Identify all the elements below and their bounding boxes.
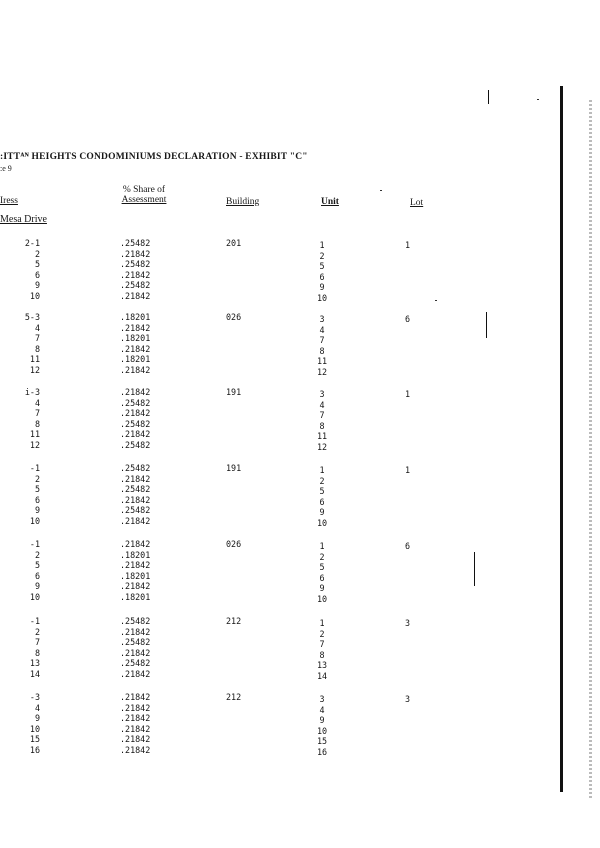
unit-column-value: 5 [319, 261, 325, 271]
address-column-value: 13 [29, 658, 40, 668]
assessment-share-column-value: .21842 [120, 290, 151, 301]
assessment-share-column-value: .18201 [120, 570, 151, 581]
unit-column-value: 7 [319, 335, 325, 345]
address-column-value: 10 [29, 290, 40, 301]
address-column [0, 238, 40, 301]
building-number: 026 [226, 312, 242, 322]
address-column-value: 2 [34, 473, 40, 484]
address-column-value: 10 [29, 591, 40, 602]
address-column-value: 5 [34, 560, 40, 570]
scan-edge-dots [589, 100, 592, 800]
address-column-value: 6 [34, 570, 40, 581]
lot-number: 1 [405, 240, 411, 250]
assessment-share-column-value: .21842 [120, 581, 151, 591]
unit-column-value: 2 [319, 475, 325, 486]
lot-number: 3 [405, 618, 411, 628]
scan-speck [435, 300, 437, 301]
address-column-value: 2 [34, 248, 40, 259]
assessment-share-column-value: .21842 [120, 322, 151, 333]
unit-column-value: 2 [319, 250, 325, 261]
building-number: 212 [226, 616, 242, 626]
assessment-share-column-value: .25482 [120, 238, 151, 248]
unit-column-value: 7 [319, 639, 325, 649]
unit-column-value: 9 [319, 507, 325, 517]
assessment-share-column [120, 387, 150, 450]
address-column-value: 8 [34, 647, 40, 658]
unit-column-value: 8 [319, 345, 325, 356]
assessment-share-column-value: .25482 [120, 418, 151, 429]
building-number: 212 [226, 692, 242, 702]
unit-column-value: 10 [316, 725, 328, 736]
address-column [0, 692, 40, 755]
building-number: 191 [226, 463, 242, 473]
assessment-share-column-value: .25482 [120, 637, 151, 647]
address-column-value: 10 [29, 723, 40, 734]
address-column-value: -3 [29, 692, 40, 702]
assessment-share-column-value: .21842 [120, 387, 151, 397]
address-column-value: 9 [34, 581, 40, 591]
unit-column-value: 6 [319, 496, 325, 507]
address-column-value: 9 [34, 713, 40, 723]
address-column [0, 312, 40, 375]
scan-speck [380, 190, 382, 191]
unit-column-value: 5 [319, 486, 325, 496]
unit-column [300, 389, 344, 452]
assessment-share-column [120, 616, 150, 679]
unit-column-value: 15 [316, 736, 328, 746]
building-number: 191 [226, 387, 242, 397]
address-column-value: 7 [34, 333, 40, 343]
unit-column-value: 3 [319, 314, 325, 324]
unit-column-value: 2 [319, 628, 325, 639]
address-column-value: 9 [34, 505, 40, 515]
assessment-share-column-value: .25482 [120, 259, 151, 269]
unit-column-value: 10 [316, 593, 328, 604]
assessment-share-column-value: .21842 [120, 692, 151, 702]
assessment-share-column-value: .21842 [120, 713, 151, 723]
address-column [0, 616, 40, 679]
unit-column [300, 240, 344, 303]
unit-column-value: 7 [319, 410, 325, 420]
address-column-value: 6 [34, 494, 40, 505]
building-number: 026 [226, 539, 242, 549]
unit-column-value: 13 [316, 660, 328, 670]
unit-column-value: 1 [319, 240, 325, 250]
assessment-share-column-value: .21842 [120, 560, 151, 570]
assessment-share-column-value: .25482 [120, 505, 151, 515]
address-column-value: 2 [34, 549, 40, 560]
address-column [0, 539, 40, 602]
assessment-share-column-value: .21842 [120, 647, 151, 658]
assessment-share-column-value: .25482 [120, 280, 151, 290]
assessment-share-column-value: .18201 [120, 333, 151, 343]
assessment-share-column-value: .21842 [120, 626, 151, 637]
address-column-value: 8 [34, 418, 40, 429]
address-column-value: 7 [34, 637, 40, 647]
address-column-value: i-3 [24, 387, 40, 397]
address-column-value: 7 [34, 408, 40, 418]
assessment-share-column-value: .21842 [120, 539, 151, 549]
address-column-value: 16 [29, 744, 40, 755]
assessment-share-column-value: .25482 [120, 616, 151, 626]
assessment-share-column-value: .25482 [120, 439, 151, 450]
assessment-share-column-value: .21842 [120, 702, 151, 713]
assessment-share-column-value: .21842 [120, 364, 151, 375]
lot-number: 6 [405, 541, 411, 551]
unit-column-value: 4 [319, 399, 325, 410]
unit-column-value: 4 [319, 324, 325, 335]
assessment-share-column-value: .25482 [120, 658, 151, 668]
assessment-share-column-value: .21842 [120, 343, 151, 354]
assessment-share-column-value: .18201 [120, 354, 151, 364]
lot-number: 1 [405, 389, 411, 399]
address-column [0, 387, 40, 450]
unit-column [300, 314, 344, 377]
address-column-value: -1 [29, 616, 40, 626]
assessment-share-column-value: .25482 [120, 397, 151, 408]
address-column-value: 8 [34, 343, 40, 354]
street-name: Mesa Drive [0, 214, 47, 225]
assessment-share-column-value: .21842 [120, 429, 151, 439]
assessment-share-column-value: .21842 [120, 269, 151, 280]
unit-column-value: 11 [316, 356, 328, 366]
assessment-share-column-value: .25482 [120, 463, 151, 473]
assessment-share-column [120, 539, 150, 602]
unit-column [300, 465, 344, 528]
assessment-share-column-value: .18201 [120, 549, 151, 560]
column-header-share-line1: % Share of [122, 185, 166, 195]
unit-column [300, 541, 344, 604]
assessment-share-column-value: .18201 [120, 312, 151, 322]
assessment-share-column [120, 238, 150, 301]
unit-column-value: 5 [319, 562, 325, 572]
address-column-value: -1 [29, 463, 40, 473]
column-header-building: Building [226, 197, 260, 207]
unit-column-value: 9 [319, 583, 325, 593]
address-column-value: 12 [29, 439, 40, 450]
unit-column-value: 3 [319, 389, 325, 399]
scan-edge-line [560, 86, 563, 792]
column-header-lot: Lot [410, 198, 424, 208]
column-header-address-label: Iress [0, 196, 18, 206]
address-column-value: 10 [29, 515, 40, 526]
assessment-share-column-value: .21842 [120, 494, 151, 505]
assessment-share-column-value: .21842 [120, 248, 151, 259]
unit-column-value: 1 [319, 618, 325, 628]
assessment-share-column-value: .21842 [120, 734, 151, 744]
scan-speck [537, 99, 539, 100]
assessment-share-column [120, 692, 150, 755]
unit-column [300, 618, 344, 681]
unit-column-value: 9 [319, 282, 325, 292]
unit-column-value: 1 [319, 541, 325, 551]
assessment-share-column [120, 312, 150, 375]
address-column-value: 2-1 [24, 238, 40, 248]
unit-column-value: 8 [319, 420, 325, 431]
assessment-share-column-value: .18201 [120, 591, 151, 602]
unit-column-value: 6 [319, 572, 325, 583]
unit-column-value: 3 [319, 694, 325, 704]
address-column-value: 2 [34, 626, 40, 637]
address-column-value: 11 [29, 354, 40, 364]
scan-mark [488, 90, 489, 104]
lot-number: 6 [405, 314, 411, 324]
column-header-unit: Unit [321, 197, 339, 207]
assessment-share-column-value: .21842 [120, 408, 151, 418]
document-subtitle: :e 9 [0, 164, 12, 173]
address-column-value: 12 [29, 364, 40, 375]
address-column-value: 5 [34, 259, 40, 269]
unit-column-value: 14 [316, 670, 328, 681]
unit-column-value: 12 [316, 366, 328, 377]
column-header-address [0, 196, 18, 206]
unit-column [300, 694, 344, 757]
unit-column-value: 10 [316, 292, 328, 303]
unit-column-value: 10 [316, 517, 328, 528]
unit-column-value: 9 [319, 715, 325, 725]
address-column-value: 15 [29, 734, 40, 744]
lot-number: 1 [405, 465, 411, 475]
column-header-share-line2: Assessment [121, 195, 167, 205]
address-column-value: 4 [34, 702, 40, 713]
lot-number: 3 [405, 694, 411, 704]
address-column-value: -1 [29, 539, 40, 549]
address-column [0, 463, 40, 526]
building-number: 201 [226, 238, 242, 248]
column-header-share [116, 185, 172, 205]
assessment-share-column-value: .21842 [120, 515, 151, 526]
address-column-value: 9 [34, 280, 40, 290]
unit-column-value: 6 [319, 271, 325, 282]
address-column-value: 14 [29, 668, 40, 679]
assessment-share-column-value: .21842 [120, 473, 151, 484]
unit-column-value: 4 [319, 704, 325, 715]
address-column-value: 4 [34, 397, 40, 408]
assessment-share-column-value: .21842 [120, 744, 151, 755]
unit-column-value: 12 [316, 441, 328, 452]
scan-mark [474, 552, 475, 586]
address-column-value: 11 [29, 429, 40, 439]
scan-mark [486, 312, 487, 338]
document-title: :ITTᴬᴺ HEIGHTS CONDOMINIUMS DECLARATION - EXHIBIT "C" [0, 152, 308, 162]
address-column-value: 5-3 [24, 312, 40, 322]
unit-column-value: 16 [316, 746, 328, 757]
unit-column-value: 2 [319, 551, 325, 562]
unit-column-value: 8 [319, 649, 325, 660]
address-column-value: 4 [34, 322, 40, 333]
address-column-value: 6 [34, 269, 40, 280]
assessment-share-column-value: .21842 [120, 668, 151, 679]
unit-column-value: 11 [316, 431, 328, 441]
assessment-share-column [120, 463, 150, 526]
unit-column-value: 1 [319, 465, 325, 475]
address-column-value: 5 [34, 484, 40, 494]
assessment-share-column-value: .21842 [120, 723, 151, 734]
assessment-share-column-value: .25482 [120, 484, 151, 494]
